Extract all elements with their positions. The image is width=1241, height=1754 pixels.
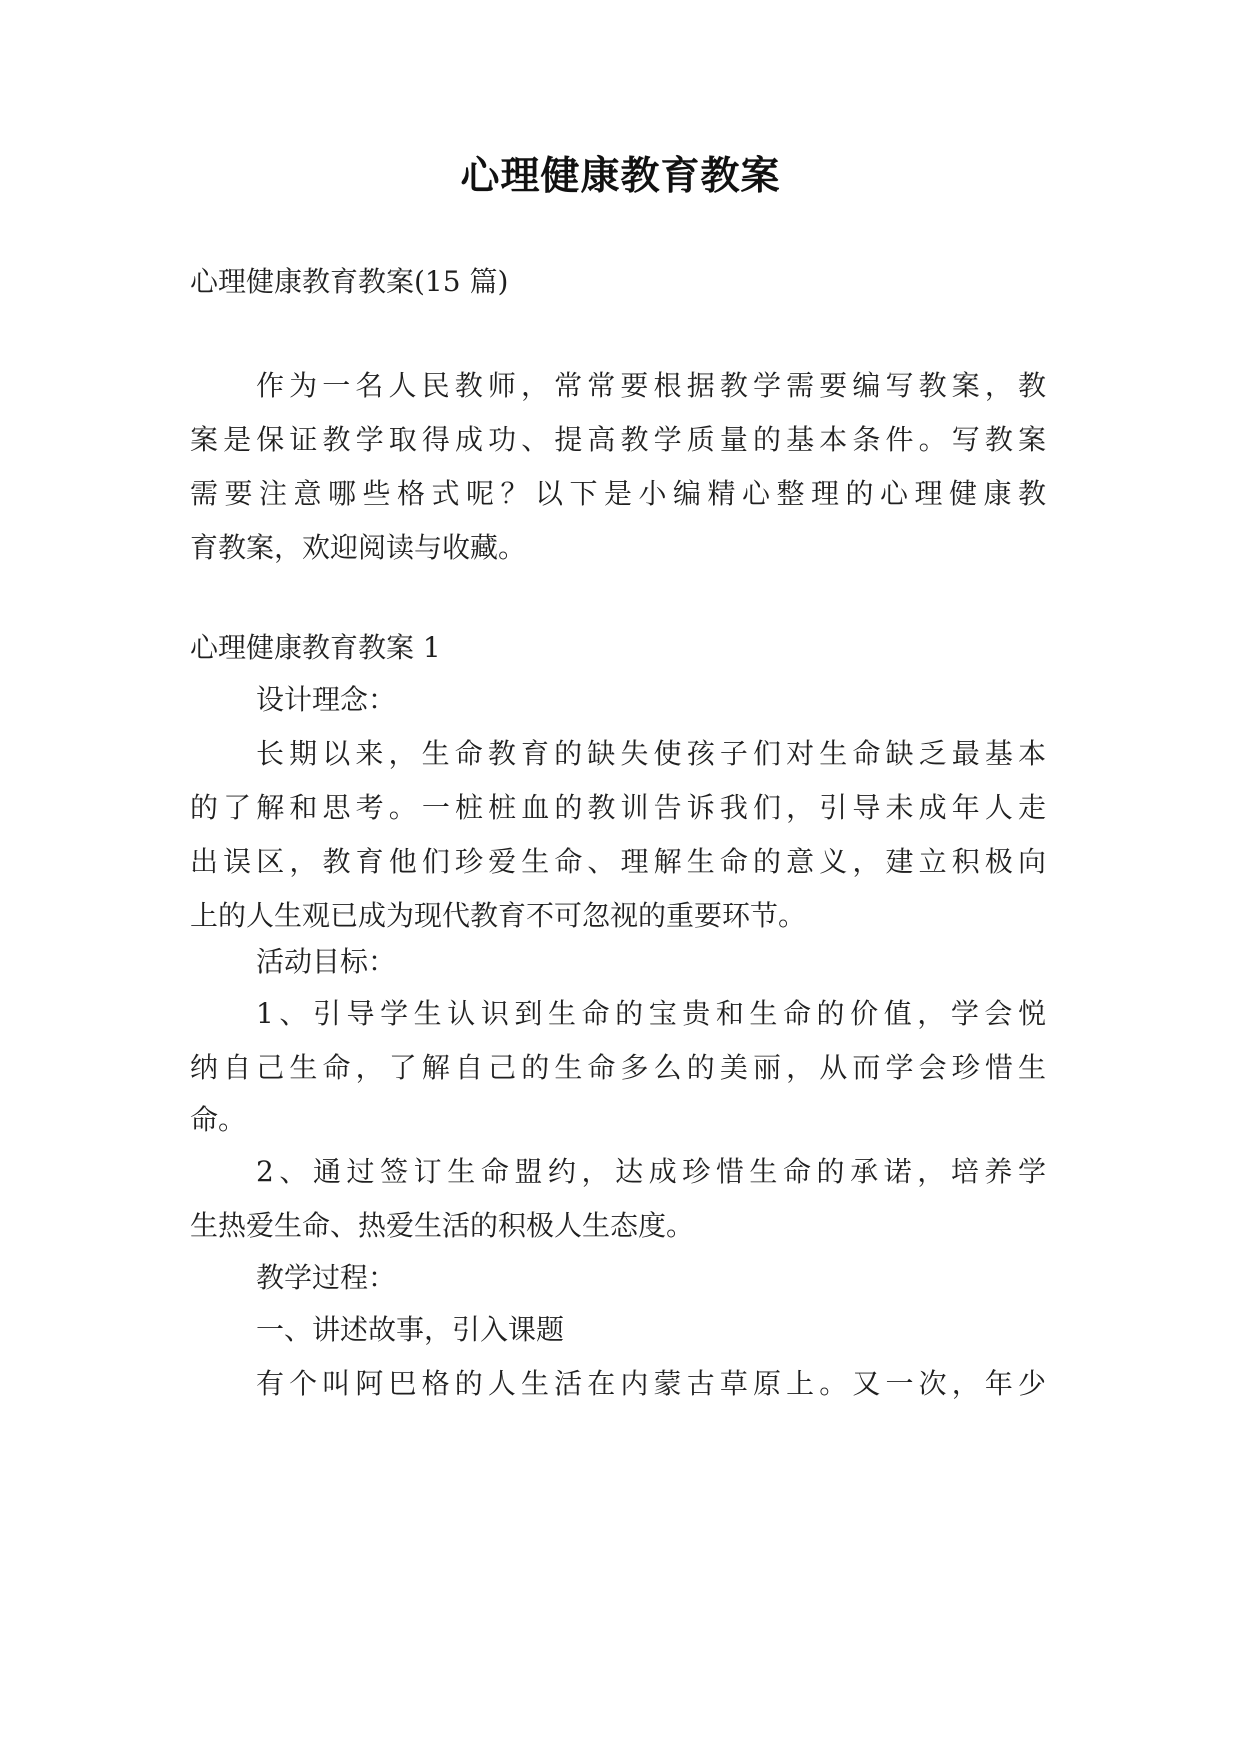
document-subtitle: 心理健康教育教案(15 篇) — [190, 265, 509, 298]
paragraph-line: 纳自己生命，了解自己的生命多么的美丽，从而学会珍惜生 — [190, 1051, 1046, 1084]
intro-line: 需要注意哪些格式呢？以下是小编精心整理的心理健康教 — [190, 477, 1046, 510]
teaching-process-label: 教学过程： — [256, 1261, 397, 1294]
paragraph-line: 长期以来，生命教育的缺失使孩子们对生命缺乏最基本 — [256, 737, 1046, 770]
paragraph-line: 1、引导学生认识到生命的宝贵和生命的价值，学会悦 — [256, 997, 1046, 1030]
design-concept-label: 设计理念： — [256, 683, 397, 716]
step-heading: 一、讲述故事，引入课题 — [256, 1313, 565, 1346]
story-line: 有个叫阿巴格的人生活在内蒙古草原上。又一次，年少 — [256, 1367, 1046, 1400]
document-title: 心理健康教育教案 — [460, 154, 781, 199]
section-heading: 心理健康教育教案 1 — [190, 631, 441, 664]
paragraph-line: 上的人生观已成为现代教育不可忽视的重要环节。 — [190, 899, 807, 932]
paragraph-line: 命。 — [190, 1103, 247, 1136]
intro-line: 作为一名人民教师，常常要根据教学需要编写教案，教 — [256, 369, 1046, 402]
paragraph-line: 出误区，教育他们珍爱生命、理解生命的意义，建立积极向 — [190, 845, 1046, 878]
paragraph-line: 的了解和思考。一桩桩血的教训告诉我们，引导未成年人走 — [190, 791, 1046, 824]
intro-line: 案是保证教学取得成功、提高教学质量的基本条件。写教案 — [190, 423, 1046, 456]
paragraph-line: 生热爱生命、热爱生活的积极人生态度。 — [190, 1209, 695, 1242]
paragraph-line: 2、通过签订生命盟约，达成珍惜生命的承诺，培养学 — [256, 1155, 1046, 1188]
activity-goals-label: 活动目标： — [256, 945, 397, 978]
intro-line: 育教案，欢迎阅读与收藏。 — [190, 531, 527, 564]
